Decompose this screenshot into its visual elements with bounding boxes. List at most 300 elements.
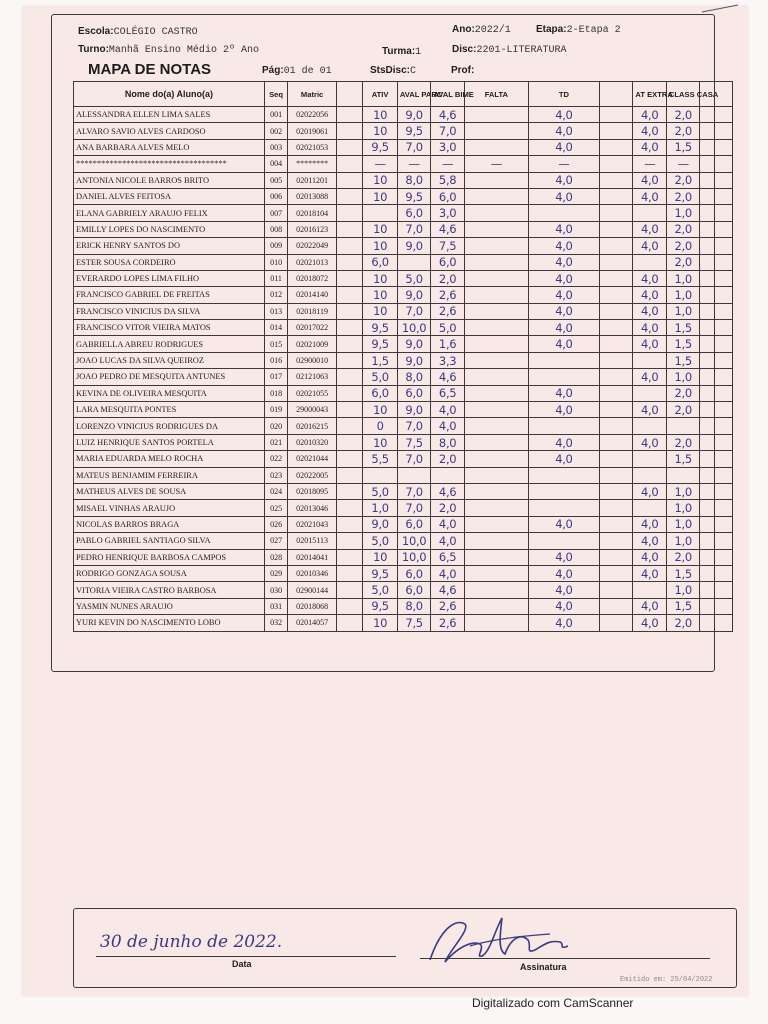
grade-class-casa: 1,0 bbox=[666, 582, 700, 598]
grade-aval-bime: 2,6 bbox=[431, 598, 465, 614]
grade-falta bbox=[464, 467, 528, 483]
grade-at-extra: 4,0 bbox=[633, 549, 667, 565]
grade-class-casa: 1,5 bbox=[666, 139, 700, 155]
grade-at-extra: 4,0 bbox=[633, 516, 667, 532]
grade-td: 4,0 bbox=[528, 188, 599, 204]
grade-td: 4,0 bbox=[528, 516, 599, 532]
date-line bbox=[96, 956, 396, 957]
matric-number: 02014057 bbox=[288, 615, 337, 631]
grade-at-extra: 4,0 bbox=[633, 598, 667, 614]
seq-number: 024 bbox=[264, 483, 287, 499]
grade-at-extra bbox=[633, 418, 667, 434]
seq-number: 020 bbox=[264, 418, 287, 434]
disc-line bbox=[452, 44, 566, 56]
grade-falta bbox=[464, 369, 528, 385]
table-row bbox=[74, 320, 733, 336]
grade-td: 4,0 bbox=[528, 336, 599, 352]
grade-at-extra bbox=[633, 500, 667, 516]
blank-cell bbox=[336, 615, 362, 631]
blank-cell bbox=[700, 500, 733, 516]
seq-number: 014 bbox=[264, 320, 287, 336]
blank-cell bbox=[336, 598, 362, 614]
blank-cell bbox=[700, 451, 733, 467]
grade-aval-parc: 8,0 bbox=[397, 172, 431, 188]
grade-td: 4,0 bbox=[528, 402, 599, 418]
matric-number: 02010346 bbox=[288, 565, 337, 581]
grade-class-casa: 1,0 bbox=[666, 303, 700, 319]
grade-class-casa: 1,5 bbox=[666, 352, 700, 368]
student-name: DANIEL ALVES FEITOSA bbox=[74, 188, 265, 204]
emitido-text: Emitido em: 25/04/2022 bbox=[620, 976, 713, 984]
blank-cell bbox=[336, 565, 362, 581]
grade-ativ: 9,5 bbox=[363, 565, 398, 581]
blank-cell bbox=[599, 221, 633, 237]
grade-class-casa: 1,0 bbox=[666, 500, 700, 516]
grade-falta bbox=[464, 451, 528, 467]
grade-falta bbox=[464, 549, 528, 565]
blank-cell bbox=[336, 385, 362, 401]
grade-class-casa bbox=[666, 467, 700, 483]
grade-class-casa: 2,0 bbox=[666, 172, 700, 188]
grade-class-casa: 2,0 bbox=[666, 107, 700, 123]
seq-number: 030 bbox=[264, 582, 287, 598]
grade-aval-bime: 2,0 bbox=[431, 451, 465, 467]
grade-class-casa: 1,5 bbox=[666, 598, 700, 614]
grade-falta bbox=[464, 303, 528, 319]
seq-number: 004 bbox=[264, 156, 287, 172]
grade-td bbox=[528, 369, 599, 385]
grade-class-casa: 2,0 bbox=[666, 221, 700, 237]
grade-at-extra: 4,0 bbox=[633, 107, 667, 123]
blank-cell bbox=[336, 221, 362, 237]
seq-number: 009 bbox=[264, 238, 287, 254]
blank-cell bbox=[700, 303, 733, 319]
blank-cell bbox=[336, 156, 362, 172]
grade-falta bbox=[464, 139, 528, 155]
grade-aval-bime: 2,6 bbox=[431, 615, 465, 631]
grade-ativ: 10 bbox=[363, 123, 398, 139]
blank-cell bbox=[599, 205, 633, 221]
grade-at-extra: 4,0 bbox=[633, 303, 667, 319]
matric-number: 02022005 bbox=[288, 467, 337, 483]
table-row bbox=[74, 188, 733, 204]
grades-body bbox=[74, 107, 733, 632]
table-row bbox=[74, 500, 733, 516]
stsdisc-label: StsDisc: bbox=[370, 65, 411, 76]
blank-cell bbox=[700, 270, 733, 286]
data-label: Data bbox=[232, 959, 252, 969]
table-row bbox=[74, 139, 733, 155]
grade-ativ: 9,5 bbox=[363, 320, 398, 336]
grade-at-extra bbox=[633, 205, 667, 221]
seq-number: 021 bbox=[264, 434, 287, 450]
col-at-extra: AT EXTRA bbox=[633, 82, 667, 107]
matric-number: 02022056 bbox=[288, 107, 337, 123]
grade-ativ: 6,0 bbox=[363, 254, 398, 270]
student-name: ANTONIA NICOLE BARROS BRITO bbox=[74, 172, 265, 188]
matric-number: 02013088 bbox=[288, 188, 337, 204]
blank-cell bbox=[599, 270, 633, 286]
student-name: JOAO LUCAS DA SILVA QUEIROZ bbox=[74, 352, 265, 368]
seq-number: 006 bbox=[264, 188, 287, 204]
seq-number: 019 bbox=[264, 402, 287, 418]
blank-cell bbox=[599, 156, 633, 172]
blank-cell bbox=[700, 320, 733, 336]
table-row bbox=[74, 123, 733, 139]
grade-aval-parc: 7,0 bbox=[397, 221, 431, 237]
blank-cell bbox=[599, 385, 633, 401]
grade-aval-parc: 10,0 bbox=[397, 320, 431, 336]
blank-cell bbox=[700, 172, 733, 188]
table-row bbox=[74, 434, 733, 450]
matric-number: 02018072 bbox=[288, 270, 337, 286]
grade-aval-bime: 4,0 bbox=[431, 402, 465, 418]
blank-cell bbox=[599, 467, 633, 483]
grade-td: 4,0 bbox=[528, 434, 599, 450]
col-td: TD bbox=[528, 82, 599, 107]
blank-cell bbox=[599, 402, 633, 418]
blank-cell bbox=[599, 434, 633, 450]
grade-aval-parc: 7,0 bbox=[397, 483, 431, 499]
grade-at-extra: 4,0 bbox=[633, 270, 667, 286]
matric-number: 29000043 bbox=[288, 402, 337, 418]
blank-cell bbox=[599, 615, 633, 631]
matric-number: 02021055 bbox=[288, 385, 337, 401]
blank-cell bbox=[700, 615, 733, 631]
grade-ativ: 10 bbox=[363, 434, 398, 450]
table-row bbox=[74, 238, 733, 254]
grade-at-extra: 4,0 bbox=[633, 402, 667, 418]
blank-cell bbox=[700, 549, 733, 565]
grade-at-extra: 4,0 bbox=[633, 369, 667, 385]
matric-number: 02016123 bbox=[288, 221, 337, 237]
grade-aval-bime: 3,0 bbox=[431, 205, 465, 221]
blank-cell bbox=[700, 385, 733, 401]
grade-at-extra: 4,0 bbox=[633, 139, 667, 155]
blank-cell bbox=[599, 254, 633, 270]
col-class-casa: CLASS CASA bbox=[666, 82, 700, 107]
student-name: JOAO PEDRO DE MESQUITA ANTUNES bbox=[74, 369, 265, 385]
student-name: PABLO GABRIEL SANTIAGO SILVA bbox=[74, 533, 265, 549]
matric-number: 02021013 bbox=[288, 254, 337, 270]
seq-number: 032 bbox=[264, 615, 287, 631]
grade-aval-parc: 9,0 bbox=[397, 336, 431, 352]
blank-cell bbox=[599, 188, 633, 204]
seq-number: 031 bbox=[264, 598, 287, 614]
table-row bbox=[74, 336, 733, 352]
grade-ativ: 10 bbox=[363, 188, 398, 204]
blank-cell bbox=[336, 467, 362, 483]
blank-cell bbox=[700, 123, 733, 139]
table-row bbox=[74, 287, 733, 303]
grade-aval-parc: 7,0 bbox=[397, 451, 431, 467]
grade-class-casa: 1,0 bbox=[666, 287, 700, 303]
grade-aval-bime: 5,8 bbox=[431, 172, 465, 188]
student-name: LARA MESQUITA PONTES bbox=[74, 402, 265, 418]
table-row bbox=[74, 303, 733, 319]
grade-td bbox=[528, 205, 599, 221]
table-row bbox=[74, 156, 733, 172]
etapa-line bbox=[536, 24, 621, 36]
blank-cell bbox=[700, 287, 733, 303]
blank-cell bbox=[700, 336, 733, 352]
grade-aval-parc: 10,0 bbox=[397, 533, 431, 549]
grades-table bbox=[73, 81, 733, 632]
grade-aval-bime: 3,3 bbox=[431, 352, 465, 368]
grade-aval-parc: 9,5 bbox=[397, 188, 431, 204]
disc-value: 2201-LITERATURA bbox=[476, 45, 567, 56]
grade-td bbox=[528, 418, 599, 434]
grade-ativ: 10 bbox=[363, 615, 398, 631]
seq-number: 016 bbox=[264, 352, 287, 368]
grade-falta bbox=[464, 270, 528, 286]
grade-aval-bime: 8,0 bbox=[431, 434, 465, 450]
grade-aval-parc: 7,5 bbox=[397, 615, 431, 631]
grade-class-casa bbox=[666, 418, 700, 434]
blank-cell bbox=[599, 500, 633, 516]
grade-aval-bime: — bbox=[431, 156, 465, 172]
grade-td: 4,0 bbox=[528, 287, 599, 303]
grade-aval-bime: 3,0 bbox=[431, 139, 465, 155]
blank-cell bbox=[700, 139, 733, 155]
grade-ativ: 5,0 bbox=[363, 582, 398, 598]
blank-cell bbox=[599, 598, 633, 614]
seq-number: 002 bbox=[264, 123, 287, 139]
grade-aval-bime: 2,6 bbox=[431, 303, 465, 319]
matric-number: 02013046 bbox=[288, 500, 337, 516]
grade-at-extra: 4,0 bbox=[633, 188, 667, 204]
grade-ativ: 0 bbox=[363, 418, 398, 434]
matric-number: 02018104 bbox=[288, 205, 337, 221]
grade-class-casa: 2,0 bbox=[666, 434, 700, 450]
grade-falta bbox=[464, 188, 528, 204]
blank-cell bbox=[336, 516, 362, 532]
blank-cell bbox=[336, 451, 362, 467]
turma-value: 1 bbox=[415, 47, 422, 58]
student-name: NICOLAS BARROS BRAGA bbox=[74, 516, 265, 532]
grade-td: 4,0 bbox=[528, 254, 599, 270]
grade-aval-bime: 2,0 bbox=[431, 270, 465, 286]
blank-cell bbox=[336, 500, 362, 516]
stsdisc-value: C bbox=[410, 66, 417, 77]
matric-number: 02014041 bbox=[288, 549, 337, 565]
grade-at-extra: 4,0 bbox=[633, 615, 667, 631]
matric-number: 02015113 bbox=[288, 533, 337, 549]
grade-aval-parc: 9,0 bbox=[397, 402, 431, 418]
grade-td: 4,0 bbox=[528, 123, 599, 139]
grade-falta bbox=[464, 483, 528, 499]
table-row bbox=[74, 549, 733, 565]
grade-aval-bime: 4,6 bbox=[431, 107, 465, 123]
grade-aval-bime: 1,6 bbox=[431, 336, 465, 352]
grade-falta bbox=[464, 533, 528, 549]
seq-number: 012 bbox=[264, 287, 287, 303]
blank-cell bbox=[599, 549, 633, 565]
grade-falta bbox=[464, 565, 528, 581]
grade-td bbox=[528, 500, 599, 516]
blank-cell bbox=[700, 238, 733, 254]
grade-aval-parc: 6,0 bbox=[397, 565, 431, 581]
grade-ativ: 10 bbox=[363, 287, 398, 303]
grade-aval-bime: 4,6 bbox=[431, 582, 465, 598]
grade-class-casa: 2,0 bbox=[666, 254, 700, 270]
col-falta: FALTA bbox=[464, 82, 528, 107]
grade-at-extra bbox=[633, 467, 667, 483]
grade-class-casa: 2,0 bbox=[666, 402, 700, 418]
blank-cell bbox=[336, 582, 362, 598]
blank-cell bbox=[599, 369, 633, 385]
grade-aval-bime: 4,6 bbox=[431, 369, 465, 385]
grade-aval-parc: 7,0 bbox=[397, 139, 431, 155]
grade-aval-parc: 7,0 bbox=[397, 303, 431, 319]
grade-aval-parc: 9,5 bbox=[397, 123, 431, 139]
matric-number: 02014140 bbox=[288, 287, 337, 303]
grade-aval-bime: 2,6 bbox=[431, 287, 465, 303]
blank-cell bbox=[336, 352, 362, 368]
blank-cell bbox=[336, 123, 362, 139]
grade-aval-parc: 7,5 bbox=[397, 434, 431, 450]
grade-aval-bime: 7,5 bbox=[431, 238, 465, 254]
student-name: LUIZ HENRIQUE SANTOS PORTELA bbox=[74, 434, 265, 450]
grade-at-extra bbox=[633, 352, 667, 368]
grade-td: 4,0 bbox=[528, 549, 599, 565]
matric-number: 02018095 bbox=[288, 483, 337, 499]
matric-number: 02021009 bbox=[288, 336, 337, 352]
seq-number: 017 bbox=[264, 369, 287, 385]
blank-cell bbox=[599, 238, 633, 254]
grade-aval-parc: 6,0 bbox=[397, 582, 431, 598]
table-row bbox=[74, 221, 733, 237]
blank-cell bbox=[336, 205, 362, 221]
grade-aval-bime: 7,0 bbox=[431, 123, 465, 139]
pag-label: Pág: bbox=[262, 65, 284, 76]
student-name: FRANCISCO VINICIUS DA SILVA bbox=[74, 303, 265, 319]
grade-falta bbox=[464, 516, 528, 532]
table-row bbox=[74, 418, 733, 434]
blank-cell bbox=[700, 483, 733, 499]
grade-ativ: 10 bbox=[363, 107, 398, 123]
grade-class-casa: 1,0 bbox=[666, 533, 700, 549]
matric-number: 02900010 bbox=[288, 352, 337, 368]
grade-ativ: 10 bbox=[363, 549, 398, 565]
grade-aval-parc: 7,0 bbox=[397, 500, 431, 516]
grade-td: 4,0 bbox=[528, 107, 599, 123]
grade-at-extra: 4,0 bbox=[633, 483, 667, 499]
table-header-row bbox=[74, 82, 733, 107]
grade-aval-bime: 6,0 bbox=[431, 254, 465, 270]
blank-cell bbox=[700, 434, 733, 450]
grade-aval-parc bbox=[397, 254, 431, 270]
table-row bbox=[74, 172, 733, 188]
escola-line bbox=[78, 26, 198, 38]
table-row bbox=[74, 467, 733, 483]
turno-label: Turno: bbox=[78, 44, 109, 55]
blank-cell bbox=[336, 336, 362, 352]
grade-falta bbox=[464, 254, 528, 270]
grade-aval-parc: 6,0 bbox=[397, 385, 431, 401]
grade-at-extra: 4,0 bbox=[633, 172, 667, 188]
blank-cell bbox=[700, 254, 733, 270]
blank-cell bbox=[336, 418, 362, 434]
blank-cell bbox=[700, 598, 733, 614]
blank-cell bbox=[700, 582, 733, 598]
grade-td bbox=[528, 533, 599, 549]
matric-number: 02021043 bbox=[288, 516, 337, 532]
seq-number: 026 bbox=[264, 516, 287, 532]
blank-cell bbox=[336, 434, 362, 450]
grade-falta bbox=[464, 615, 528, 631]
grade-ativ: 5,5 bbox=[363, 451, 398, 467]
student-name: RODRIGO GONZAGA SOUSA bbox=[74, 565, 265, 581]
table-row bbox=[74, 615, 733, 631]
student-name: YURI KEVIN DO NASCIMENTO LOBO bbox=[74, 615, 265, 631]
grade-aval-parc: 6,0 bbox=[397, 205, 431, 221]
col-ativ: ATIV bbox=[363, 82, 398, 107]
table-row bbox=[74, 107, 733, 123]
grade-ativ: 10 bbox=[363, 402, 398, 418]
seq-number: 005 bbox=[264, 172, 287, 188]
grade-aval-parc: 9,0 bbox=[397, 107, 431, 123]
escola-value: COLÉGIO CASTRO bbox=[113, 27, 198, 38]
grade-falta bbox=[464, 320, 528, 336]
blank-cell bbox=[336, 188, 362, 204]
grade-aval-parc: 8,0 bbox=[397, 369, 431, 385]
matric-number: 02018119 bbox=[288, 303, 337, 319]
pen-mark bbox=[700, 2, 740, 14]
student-name: ESTER SOUSA CORDEIRO bbox=[74, 254, 265, 270]
blank-cell bbox=[336, 139, 362, 155]
stsdisc-line bbox=[370, 65, 416, 77]
table-row bbox=[74, 451, 733, 467]
grade-aval-bime: 5,0 bbox=[431, 320, 465, 336]
col-matric: Matric bbox=[288, 82, 337, 107]
matric-number: 02022049 bbox=[288, 238, 337, 254]
grade-td bbox=[528, 467, 599, 483]
grade-class-casa: 1,0 bbox=[666, 483, 700, 499]
prof-line bbox=[451, 65, 474, 76]
grade-class-casa: 2,0 bbox=[666, 188, 700, 204]
grade-falta bbox=[464, 402, 528, 418]
grade-ativ: 10 bbox=[363, 172, 398, 188]
grade-ativ bbox=[363, 205, 398, 221]
grade-class-casa: 2,0 bbox=[666, 238, 700, 254]
grade-aval-parc bbox=[397, 467, 431, 483]
grade-aval-parc: 8,0 bbox=[397, 598, 431, 614]
seq-number: 025 bbox=[264, 500, 287, 516]
grade-aval-parc: 9,0 bbox=[397, 287, 431, 303]
table-row bbox=[74, 483, 733, 499]
student-name: KEVINA DE OLIVEIRA MESQUITA bbox=[74, 385, 265, 401]
grade-at-extra: 4,0 bbox=[633, 123, 667, 139]
grade-td: 4,0 bbox=[528, 385, 599, 401]
student-name: ERICK HENRY SANTOS DO bbox=[74, 238, 265, 254]
blank-cell bbox=[599, 352, 633, 368]
table-row bbox=[74, 270, 733, 286]
grade-class-casa: 1,5 bbox=[666, 565, 700, 581]
grade-falta bbox=[464, 352, 528, 368]
grade-ativ: 9,5 bbox=[363, 336, 398, 352]
seq-number: 028 bbox=[264, 549, 287, 565]
grade-falta bbox=[464, 582, 528, 598]
grade-ativ: 9,5 bbox=[363, 598, 398, 614]
table-row bbox=[74, 516, 733, 532]
seq-number: 027 bbox=[264, 533, 287, 549]
seq-number: 023 bbox=[264, 467, 287, 483]
grade-ativ: 10 bbox=[363, 303, 398, 319]
table-row bbox=[74, 369, 733, 385]
table-row bbox=[74, 582, 733, 598]
disc-label: Disc: bbox=[452, 44, 477, 55]
